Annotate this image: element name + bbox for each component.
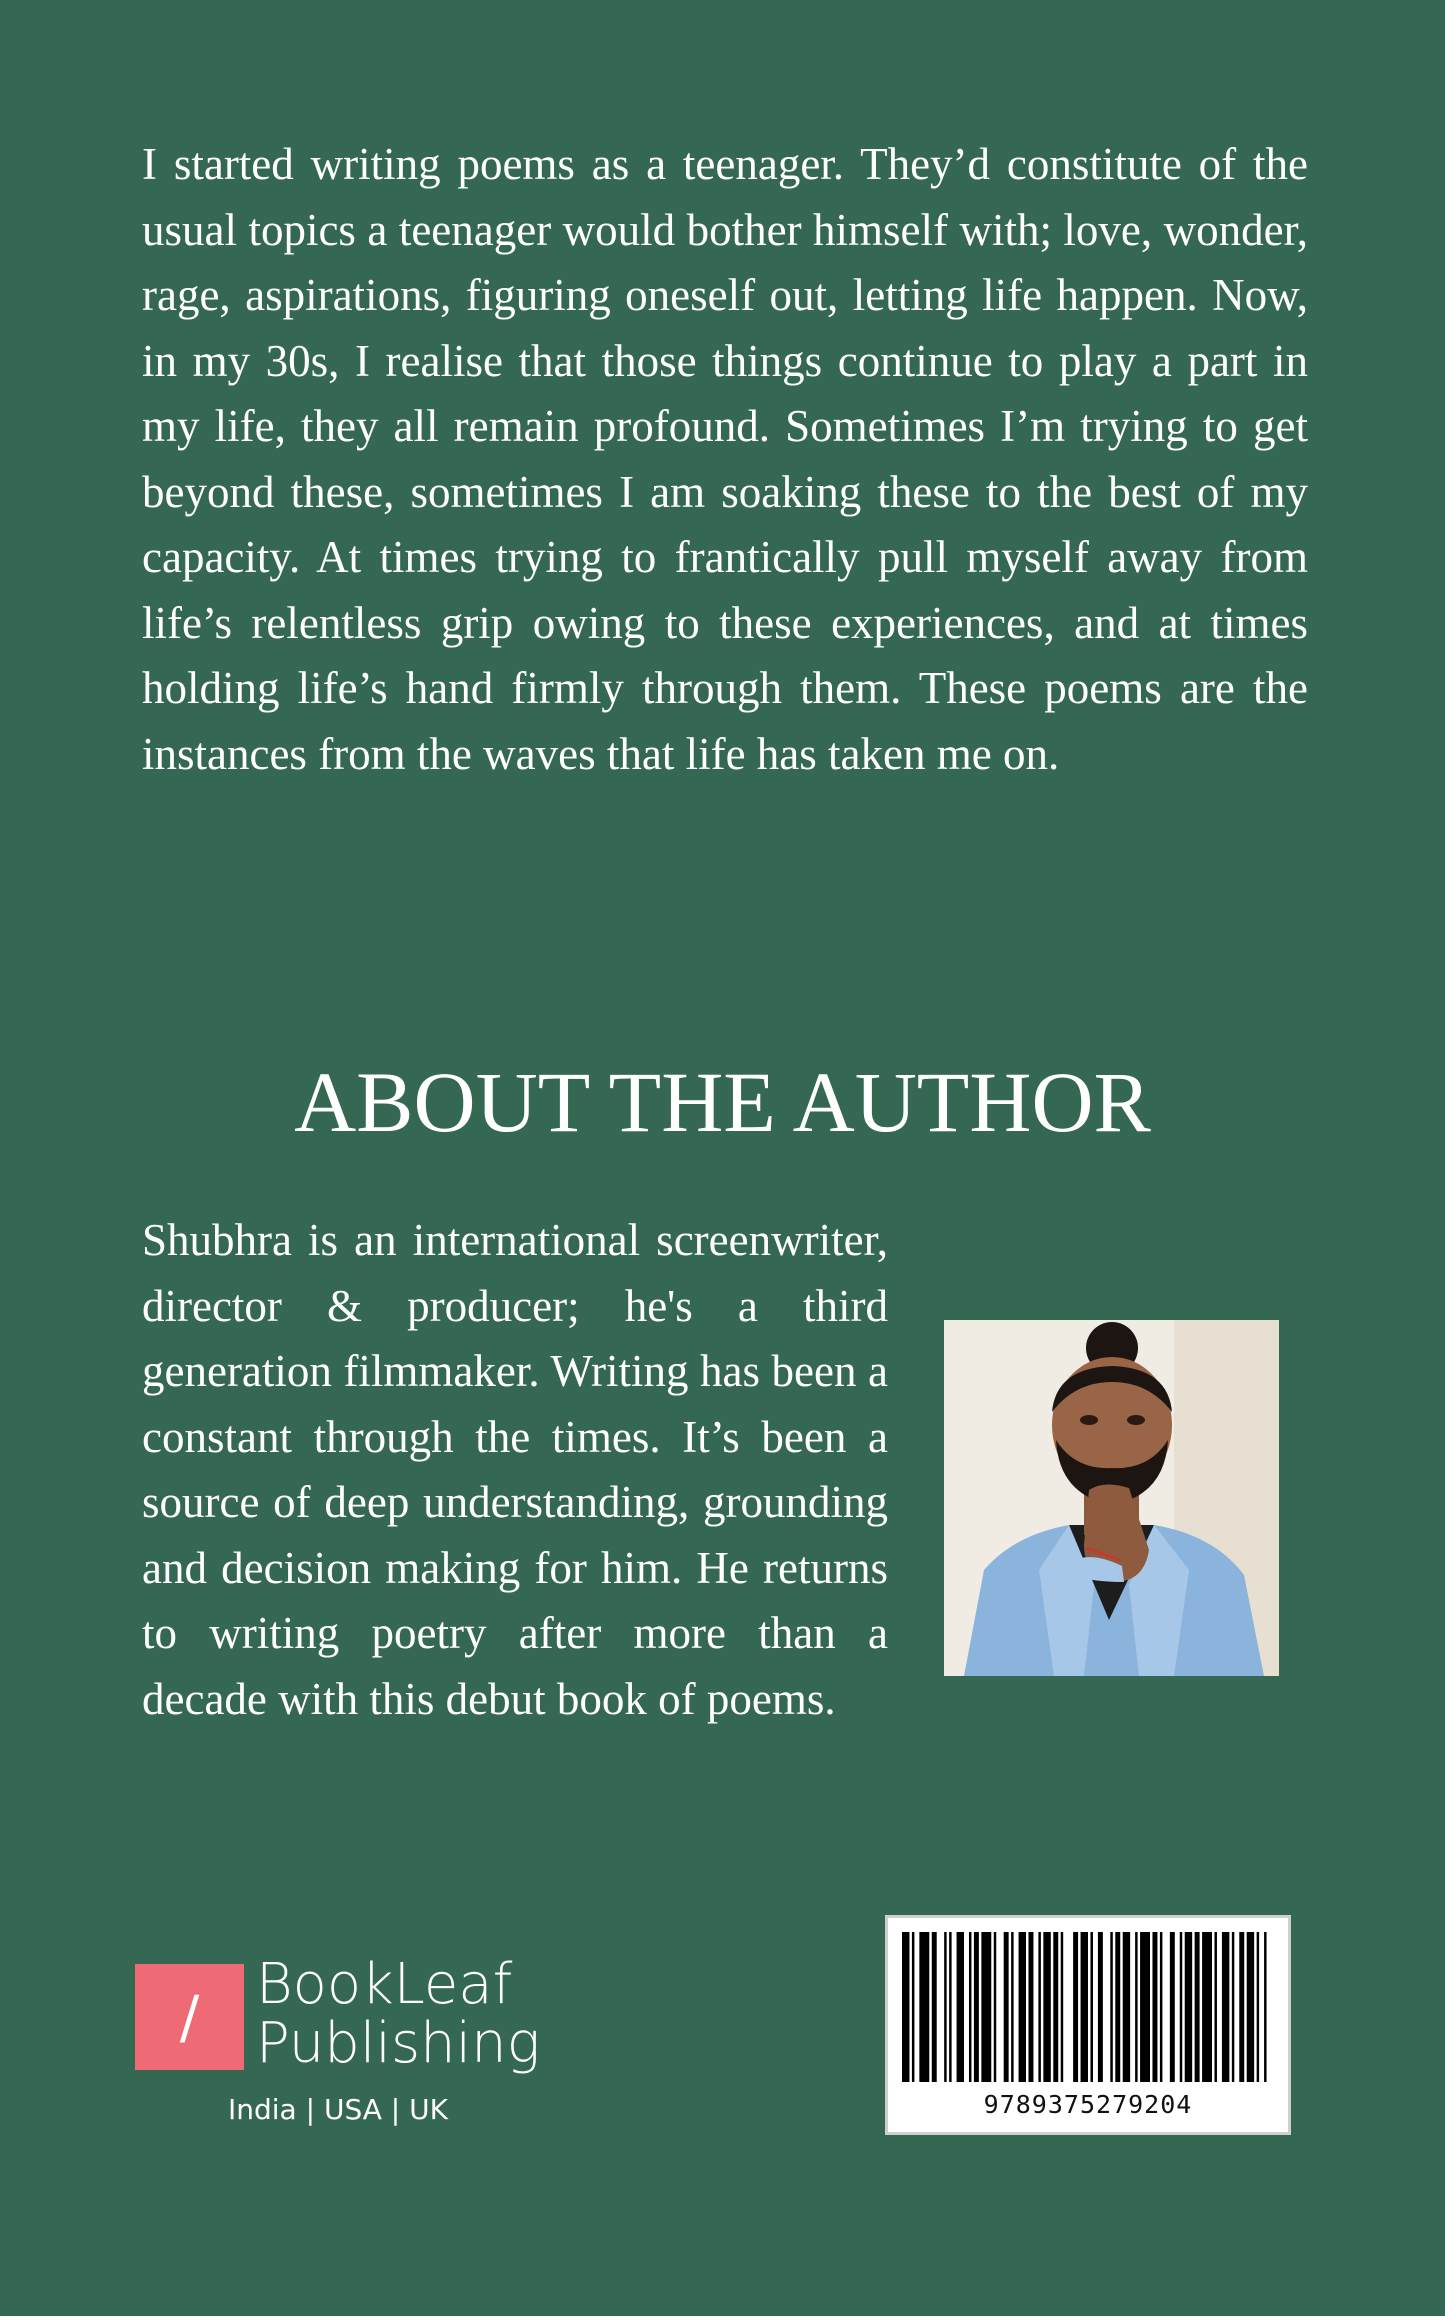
isbn-number: 9789375279204 (983, 2090, 1193, 2119)
barcode-bar (1011, 1932, 1013, 2082)
isbn-barcode (885, 1915, 1291, 2135)
barcode-bar (974, 1932, 979, 2082)
about-author-heading: ABOUT THE AUTHOR (294, 1054, 1151, 1150)
barcode-bar (1028, 1932, 1033, 2082)
barcode-bar (902, 1932, 909, 2082)
barcode-bar (932, 1932, 937, 2082)
barcode-bar (949, 1932, 951, 2082)
barcode-bar (957, 1932, 964, 2082)
barcode-bar (1239, 1932, 1244, 2082)
book-blurb: I started writing poems as a teenager. They’d constitute of the usual topics a teenager would bother himself with; love, wonder, rage, aspirations, figuring oneself out, letting life happen. Now, in my 30s, I realise that those things continue to play a part in my life, they all remain profound. Sometimes I’m trying to get beyond these, sometimes I am soaking these to the best of my capacity. At times trying to frantically pull myself away from life’s relentless grip owing to these experiences, and at times holding life’s hand firmly through them. These poems are the instances from the waves that life has taken me on. (142, 139, 1308, 779)
author-photo (944, 1320, 1279, 1676)
slash-glyph: / (179, 1983, 200, 2051)
barcode-bar (1160, 1932, 1162, 2082)
barcode-bar (1090, 1932, 1092, 2082)
barcode-bar (1061, 1932, 1063, 2082)
barcode-bar (994, 1932, 996, 2082)
barcode-bar (1053, 1932, 1058, 2082)
author-portrait-illustration (944, 1320, 1279, 1676)
barcode-bar (1247, 1932, 1254, 2082)
publisher-name (256, 1952, 541, 2076)
barcode-bar (1115, 1932, 1120, 2082)
barcode-bar (969, 1932, 971, 2082)
barcode-bar (1152, 1932, 1157, 2082)
barcode-bar (1081, 1932, 1088, 2082)
publisher-name-line2: Publishing (256, 2011, 541, 2076)
publisher-name-line1: BookLeaf (256, 1952, 513, 2017)
barcode-bar (912, 1932, 914, 2082)
publisher-logo-mark (135, 1964, 244, 2070)
barcode-bar (1180, 1932, 1182, 2082)
barcode-bar (1043, 1932, 1050, 2082)
barcode-bar (1110, 1932, 1112, 2082)
publisher-regions: India | USA | UK (228, 2093, 448, 2126)
barcode-bar (1073, 1932, 1078, 2082)
barcode-bar (1222, 1932, 1229, 2082)
barcode-bar (1123, 1932, 1130, 2082)
barcode-bar (1257, 1932, 1259, 2082)
barcode-bar (1140, 1932, 1150, 2082)
barcode-bar (1098, 1932, 1103, 2082)
author-bio: Shubhra is an international screenwriter, director & producer; he's a third generation filmmaker. Writing has been a constant through the times. It’s been a source of deep understanding, grounding and decision making for him. He returns to writing poetry after more than a decade with this debut book of poems. (142, 1215, 888, 1724)
barcode-bar (1232, 1932, 1234, 2082)
barcode-bar (1004, 1932, 1009, 2082)
barcode-bar (1214, 1932, 1216, 2082)
barcode-bar (981, 1932, 991, 2082)
barcode-bar (919, 1932, 929, 2082)
barcode-bars (902, 1932, 1274, 2082)
barcode-bar (1135, 1932, 1137, 2082)
barcode-bar (1202, 1932, 1212, 2082)
barcode-bar (1019, 1932, 1026, 2082)
barcode-bar (1195, 1932, 1200, 2082)
barcode-bar (1170, 1932, 1175, 2082)
barcode-bar (1185, 1932, 1192, 2082)
barcode-bar (944, 1932, 946, 2082)
barcode-bar (1038, 1932, 1040, 2082)
barcode-bar (1264, 1932, 1266, 2082)
